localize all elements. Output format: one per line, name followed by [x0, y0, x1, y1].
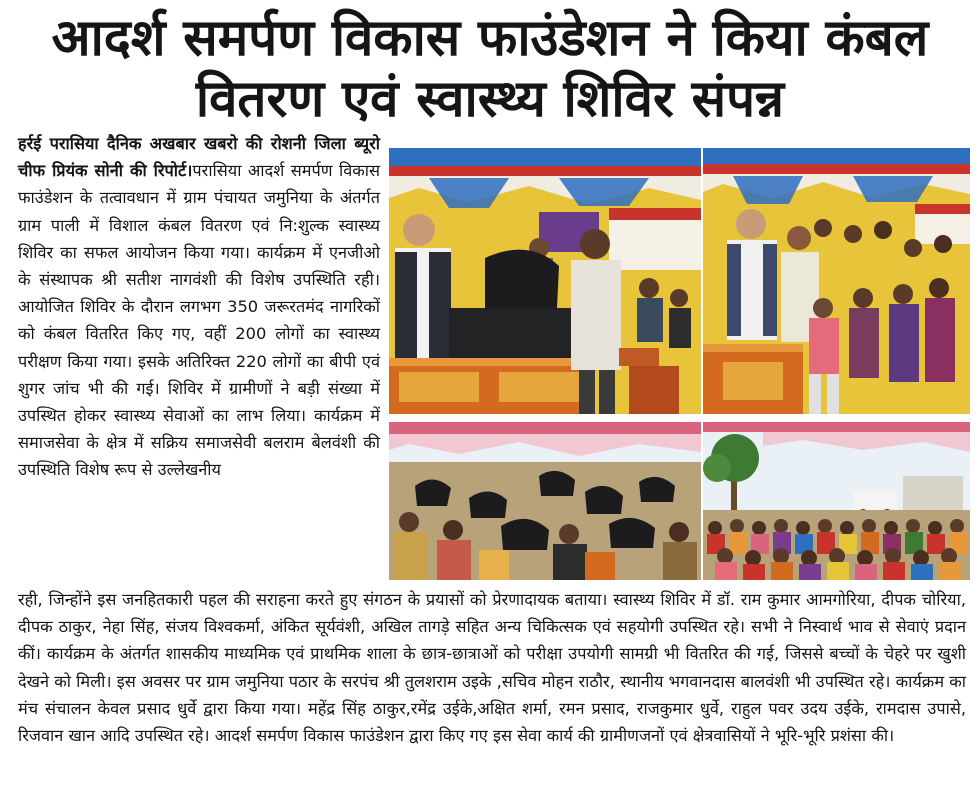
- photo-children-with-officials: [703, 148, 970, 414]
- article-column: [18, 130, 380, 484]
- photo-crowd-blankets: [389, 422, 701, 580]
- photo-seated-crowd: [703, 422, 970, 580]
- photo-blanket-handover: [389, 148, 701, 414]
- article-column-body: परासिया आदर्श समर्पण विकास फाउंडेशन के तत्वावधान में ग्राम पंचायत जमुनिया के अंतर्गत ग्राम पाली में विशाल कंबल वितरण एवं नि:शुल्क स्वास्थ्य शिविर का सफल आयोजन किया गया। कार्यक्रम में एनजीओ के संस्थापक श्री सतीश नागवंशी की विशेष उपस्थिति रही। आयोजित शिविर के दौरान लगभग 350 जरूरतमंद नागरिकों को कंबल वितरित किए गए, वहीं 200 लोगों का स्वास्थ्य परीक्षण किया गया। इसके अतिरिक्त 220 लोगों का बीपी एवं शुगर जांच भी की गई। शिविर में ग्रामीणों ने बड़ी संख्या में उपस्थित होकर स्वास्थ्य सेवाओं का लाभ लिया। कार्यक्रम में समाजसेवा के क्षेत्र में सक्रिय समाजसेवी बलराम बेलवंशी की उपस्थिति विशेष रूप से उल्लेखनीय: [18, 161, 381, 480]
- headline: [0, 8, 980, 130]
- headline-line-1: आदर्श समर्पण विकास फाउंडेशन ने किया कंबल: [51, 9, 929, 68]
- article-full-width-body: रही, जिन्होंने इस जनहितकारी पहल की सराहना करते हुए संगठन के प्रयासों को प्रेरणादायक बताया। स्वास्थ्य शिविर में डॉ. राम कुमार आमगोरिया, दीपक चोरिया, दीपक ठाकुर, नेहा सिंह, संजय विश्वकर्मा, अंकित सूर्यवंशी, अखिल तागड़े सहित अन्य चिकित्सक एवं सहयोगी उपस्थित रहे। सभी ने निस्वार्थ भाव से सेवाएं प्रदान कीं। कार्यक्रम के अंतर्गत शासकीय माध्यमिक एवं प्राथमिक शाला के छात्र-छात्राओं को परीक्षा उपयोगी सामग्री भी वितरित की गई, जिससे बच्चों के चेहरे पर खुशी देखने को मिली। इस अवसर पर ग्राम जमुनिया पठार के सरपंच श्री तुलशराम उइके ,सचिव मोहन राठौर, स्थानीय भगवानदास बालवंशी भी उपस्थित रहे। कार्यक्रम का मंच संचालन केवल प्रसाद धुर्वे द्वारा किया गया। महेंद्र सिंह ठाकुर,रमेंद्र उईके,अक्षित शर्मा, रमन प्रसाद, राजकुमार धुर्वे, राहुल पवर उदय उईके, रामदास उपासे, रिजवान खान आदि उपस्थित रहे। आदर्श समर्पण विकास फाउंडेशन द्वारा किए गए इस सेवा कार्य की ग्रामीणजनों एवं क्षेत्रवासियों ने भूरि-भूरि प्रशंसा की।: [18, 590, 966, 746]
- article-lead: हर्रई परासिया दैनिक अखबार खबरो की रोशनी जिला ब्यूरो चीफ प्रियंक सोनी की रिपोर्ट।: [18, 134, 380, 181]
- headline-line-2: वितरण एवं स्वास्थ्य शिविर संपन्न: [195, 70, 785, 129]
